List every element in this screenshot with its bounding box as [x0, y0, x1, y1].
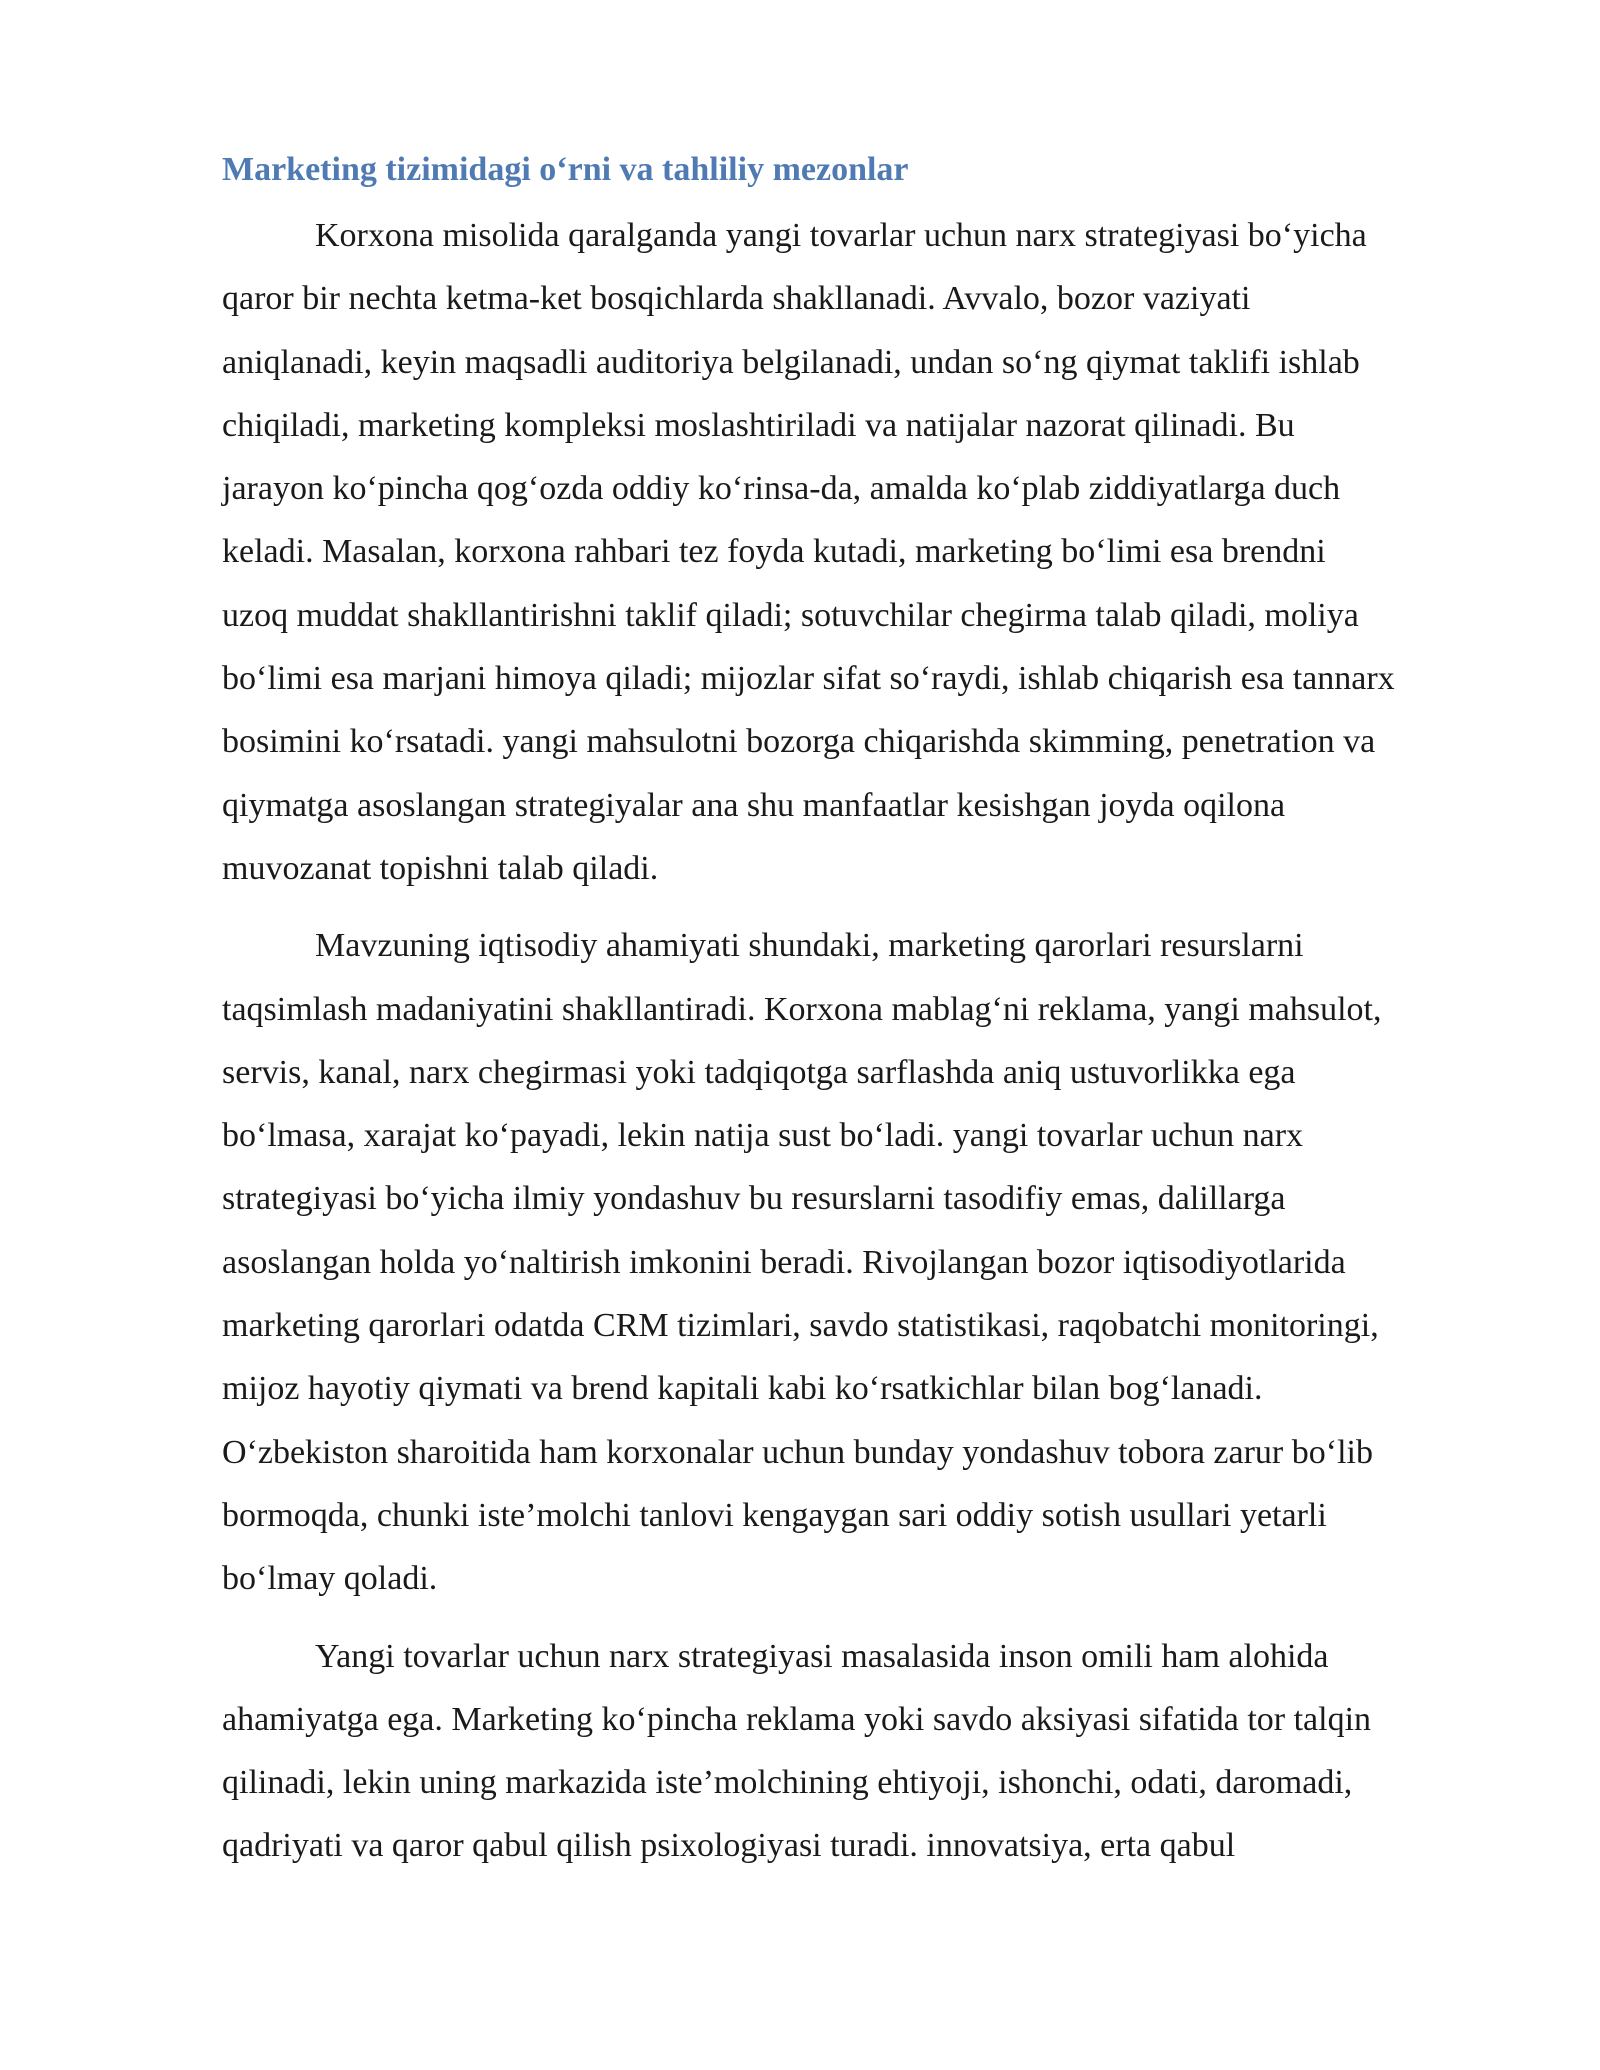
paragraph-line: qilinadi, lekin uning markazida iste’molchining ehtiyoji, ishonchi, odati, daromadi, — [222, 1764, 1353, 1802]
paragraph-line: jarayon ko‘pincha qog‘ozda oddiy ko‘rinsa-da, amalda ko‘plab ziddiyatlarga duch — [222, 470, 1341, 508]
paragraph-line: strategiyasi bo‘yicha ilmiy yondashuv bu resurslarni tasodifiy emas, dalillarga — [222, 1180, 1286, 1218]
paragraph-line: muvozanat topishni talab qiladi. — [222, 849, 659, 887]
paragraph-line: aniqlanadi, keyin maqsadli auditoriya belgilanadi, undan so‘ng qiymat taklifi ishlab — [222, 343, 1360, 381]
paragraph-line: bo‘limi esa marjani himoya qiladi; mijozlar sifat so‘raydi, ishlab chiqarish esa tannarx — [222, 660, 1395, 698]
paragraph-line: Mavzuning iqtisodiy ahamiyati shundaki, marketing qarorlari resurslarni — [315, 927, 1304, 965]
paragraph-line: marketing qarorlari odatda CRM tizimlari, savdo statistikasi, raqobatchi monitoringi, — [222, 1307, 1379, 1345]
paragraph-line: bosimini ko‘rsatadi. yangi mahsulotni bozorga chiqarishda skimming, penetration va — [222, 723, 1376, 761]
paragraph-2 — [222, 914, 1486, 1610]
paragraph-line: ahamiyatga ega. Marketing ko‘pincha reklama yoki savdo aksiyasi sifatida tor talqin — [222, 1700, 1372, 1738]
paragraph-line: taqsimlash madaniyatini shakllantiradi. Korxona mablag‘ni reklama, yangi mahsulot, — [222, 990, 1382, 1028]
paragraph-line: keladi. Masalan, korxona rahbari tez foyda kutadi, marketing bo‘limi esa brendni — [222, 533, 1326, 571]
paragraph-3 — [222, 1625, 1486, 1878]
paragraph-line: servis, kanal, narx chegirmasi yoki tadqiqotga sarflashda aniq ustuvorlikka ega — [222, 1053, 1296, 1091]
paragraph-line: Yangi tovarlar uchun narx strategiyasi masalasida inson omili ham alohida — [315, 1637, 1329, 1675]
paragraph-line: qadriyati va qaror qabul qilish psixologiyasi turadi. innovatsiya, erta qabul — [222, 1827, 1236, 1865]
paragraph-line: uzoq muddat shakllantirishni taklif qiladi; sotuvchilar chegirma talab qiladi, moliya — [222, 596, 1359, 634]
paragraph-line: chiqiladi, marketing kompleksi moslashtiriladi va natijalar nazorat qilinadi. Bu — [222, 406, 1295, 444]
paragraph-line: bo‘lmay qoladi. — [222, 1560, 438, 1598]
paragraph-line: Korxona misolida qaralganda yangi tovarlar uchun narx strategiyasi bo‘yicha — [315, 217, 1367, 254]
paragraph-line: mijoz hayotiy qiymati va brend kapitali kabi ko‘rsatkichlar bilan bog‘lanadi. — [222, 1370, 1263, 1408]
document-body — [222, 148, 1486, 1892]
section-heading: Marketing tizimidagi o‘rni va tahliliy mezonlar — [222, 151, 909, 188]
paragraph-line: bormoqda, chunki iste’molchi tanlovi kengaygan sari oddiy sotish usullari yetarli — [222, 1496, 1327, 1534]
paragraph-line: qiymatga asoslangan strategiyalar ana shu manfaatlar kesishgan joyda oqilona — [222, 786, 1286, 824]
paragraph-line: bo‘lmasa, xarajat ko‘payadi, lekin natija sust bo‘ladi. yangi tovarlar uchun narx — [222, 1117, 1304, 1155]
paragraph-line: asoslangan holda yo‘naltirish imkonini beradi. Rivojlangan bozor iqtisodiyotlarida — [222, 1243, 1346, 1281]
paragraph-line: O‘zbekiston sharoitida ham korxonalar uchun bunday yondashuv tobora zarur bo‘lib — [222, 1433, 1373, 1471]
paragraph-1 — [222, 204, 1486, 900]
paragraph-line: qaror bir nechta ketma-ket bosqichlarda shakllanadi. Avvalo, bozor vaziyati — [222, 280, 1251, 318]
